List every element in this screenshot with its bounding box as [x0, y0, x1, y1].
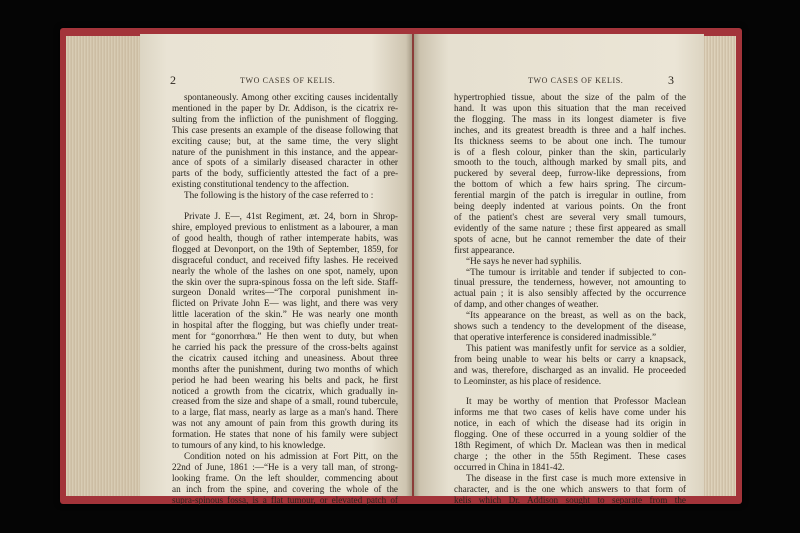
- text-line: he carried his pack the pressure of the cross-belts against: [172, 341, 398, 352]
- text-line: creased from the size and shape of a small, round tubercule,: [172, 396, 398, 407]
- running-head: TWO CASES OF KELIS.: [240, 76, 336, 85]
- text-line: spontaneously. Among other exciting causes incidentally: [184, 92, 398, 102]
- text-line: ance of spots of a similarly diseased character in other: [172, 157, 398, 168]
- text-line: in hospital after the flogging, but was chiefly under treat-: [172, 320, 398, 331]
- text-line: existing constitutional tendency to the affection.: [172, 179, 349, 190]
- text-line: sulting from the infliction of the punishment of flogging.: [172, 113, 398, 124]
- running-head: TWO CASES OF KELIS.: [528, 76, 624, 85]
- text-line: “Its appearance on the breast, as well as on the back,: [466, 310, 686, 321]
- left-page-edges: [66, 36, 142, 496]
- text-line: spots of acne, but he cannot remember the date of their: [454, 233, 686, 244]
- page-number: 2: [170, 73, 176, 87]
- text-line: period he had been wearing his belts and pack, he first: [172, 374, 398, 385]
- text-line: informs me that two cases of kelis have come under his: [454, 407, 686, 418]
- text-line: first appearance.: [454, 244, 515, 255]
- text-line: to a large, flat mass, nearly as large as a man's hand. There: [172, 407, 398, 418]
- left-page: [140, 34, 412, 505]
- text-line: shire, employed previous to enlistment as a labourer, a man: [172, 221, 398, 232]
- text-line: charge ; the other in the 55th Regiment. These cases: [454, 451, 686, 461]
- text-line: that operative interference is considered inadmissible.”: [454, 331, 657, 342]
- text-line: flogged at Devonport, on the 19th of September, 1859, for: [172, 243, 398, 254]
- text-line: tinual pressure, the tenderness, however, not amounting to: [454, 277, 686, 288]
- text-line: and was, therefore, discharged as an invalid. He proceeded: [454, 364, 686, 375]
- paragraph-gap: [454, 386, 686, 396]
- text-line: Private J. E—, 41st Regiment, æt. 24, born in Shrop-: [184, 211, 398, 222]
- text-line: of the patient's chest are several very small tumours,: [454, 211, 686, 222]
- text-line: occurred in China in 1841-42.: [454, 461, 565, 472]
- right-page-edges: [702, 36, 736, 496]
- text-line: is of a flesh colour, pinker than the skin, particularly: [454, 146, 686, 157]
- text-line: nearly the whole of the lashes on one spot, namely, upon: [172, 265, 398, 276]
- text-line: 18th Regiment, of which Dr. Maclean was then in medical: [454, 440, 686, 451]
- book-gutter: [406, 34, 420, 496]
- text-line: The disease in the first case is much more extensive in: [466, 472, 686, 483]
- text-line: Condition noted on his admission at Fort Pitt, on the: [184, 451, 398, 461]
- text-line: months after the punishment, during two months of which: [172, 363, 398, 374]
- text-line: flogging. One of these occurred in a young soldier of the: [454, 429, 686, 440]
- text-line: the cicatrix caused itching and uneasiness. About three: [172, 352, 398, 363]
- text-line: hypertrophied tissue, about the size of the palm of the: [454, 92, 686, 102]
- text-line: parts of the body, sufficiently attested the fact of a pre-: [172, 168, 398, 179]
- paragraph-gap: [172, 201, 398, 211]
- text-line: smooth to the touch, although marked by small pits, and: [454, 157, 686, 168]
- text-line: the flogging. The mass in its longest diameter is five: [454, 113, 686, 124]
- text-line: being deeply indented at various points. On the front: [454, 201, 686, 212]
- left-page-text: [172, 92, 398, 506]
- text-line: The following is the history of the case referred to :: [184, 190, 374, 201]
- text-line: exciting cause; but, at the same time, the very slight: [172, 135, 398, 146]
- text-line: surgeon Donald writes—“The corporal punishment in-: [172, 287, 398, 298]
- text-line: Its thickness seems to be about one inch. The tumour: [454, 135, 686, 146]
- text-line: looking frame. On the left shoulder, commencing about: [172, 472, 398, 483]
- text-line: mentioned in the paper by Dr. Addison, is the cicatrix re-: [172, 102, 398, 113]
- text-line: nature of the punishment in this instance, and the appear-: [172, 146, 398, 157]
- text-line: of damp, and other changes of weather.: [454, 299, 599, 310]
- text-line: from being unable to wear his belts or carry a knapsack,: [454, 353, 686, 364]
- text-line: notice, in each of which the disease had its origin in: [454, 418, 686, 429]
- text-line: hand. It was upon this situation that the man received: [454, 102, 686, 113]
- text-line: kelis which Dr. Addison sought to separate from the: [454, 494, 686, 505]
- text-line: “He says he never had syphilis.: [466, 255, 582, 266]
- text-line: to tumours of any kind, to his knowledge.: [172, 440, 326, 451]
- text-line: puckered by several deep, furrow-like depressions, from: [454, 168, 686, 179]
- right-page: [414, 34, 704, 505]
- text-line: It may be worthy of mention that Professor Maclean: [466, 396, 686, 407]
- right-page-text: [454, 92, 686, 506]
- text-line: “The tumour is irritable and tender if subjected to con-: [466, 266, 686, 277]
- text-line: to Leominster, as his place of residence.: [454, 375, 602, 386]
- text-line: the bottom of which a few hairs spring. The circum-: [454, 179, 686, 190]
- text-line: formation. He states that none of his family were subject: [172, 429, 398, 440]
- text-line: shows such a tendency to the development of the disease,: [454, 321, 686, 332]
- text-line: inches, and its greatest breadth is three and a half inches.: [454, 124, 686, 135]
- text-line: was not any amount of pain from this growth during its: [172, 418, 398, 429]
- text-line: flicted on Private John E— was light, and there was very: [172, 298, 398, 309]
- text-line: ferential margin of the patch is irregular in outline, from: [454, 190, 686, 201]
- text-line: supra-spinous fossa, is a flat tumour, or elevated patch of: [172, 494, 398, 505]
- text-line: disgraceful conduct, and received fifty lashes. He received: [172, 254, 398, 265]
- text-line: an inch from the spine, and covering the whole of the: [172, 483, 398, 494]
- text-line: evidently of the same nature ; these first appeared as small: [454, 222, 686, 233]
- text-line: noticed a growth from the cicatrix, which gradually in-: [172, 385, 398, 396]
- text-line: actual pain ; it is also sensibly affected by the occurrence: [454, 288, 686, 299]
- text-line: character, and is the one which answers to that form of: [454, 483, 686, 494]
- text-line: little laceration of the skin.” He was nearly one month: [172, 309, 398, 320]
- text-line: the skin over the supra-spinous fossa on the left side. Staff-: [172, 276, 398, 287]
- text-line: This patient was manifestly unfit for service as a soldier,: [466, 342, 686, 353]
- text-line: ment for “gonorrhœa.” He then went to duty, but when: [172, 331, 398, 342]
- page-number: 3: [668, 73, 674, 87]
- text-line: 22nd of June, 1861 :—“He is a very tall man, of strong-: [172, 461, 398, 472]
- text-line: of good health, though of rather intemperate habits, was: [172, 232, 398, 243]
- text-line: This case presents an example of the disease following that: [172, 124, 398, 135]
